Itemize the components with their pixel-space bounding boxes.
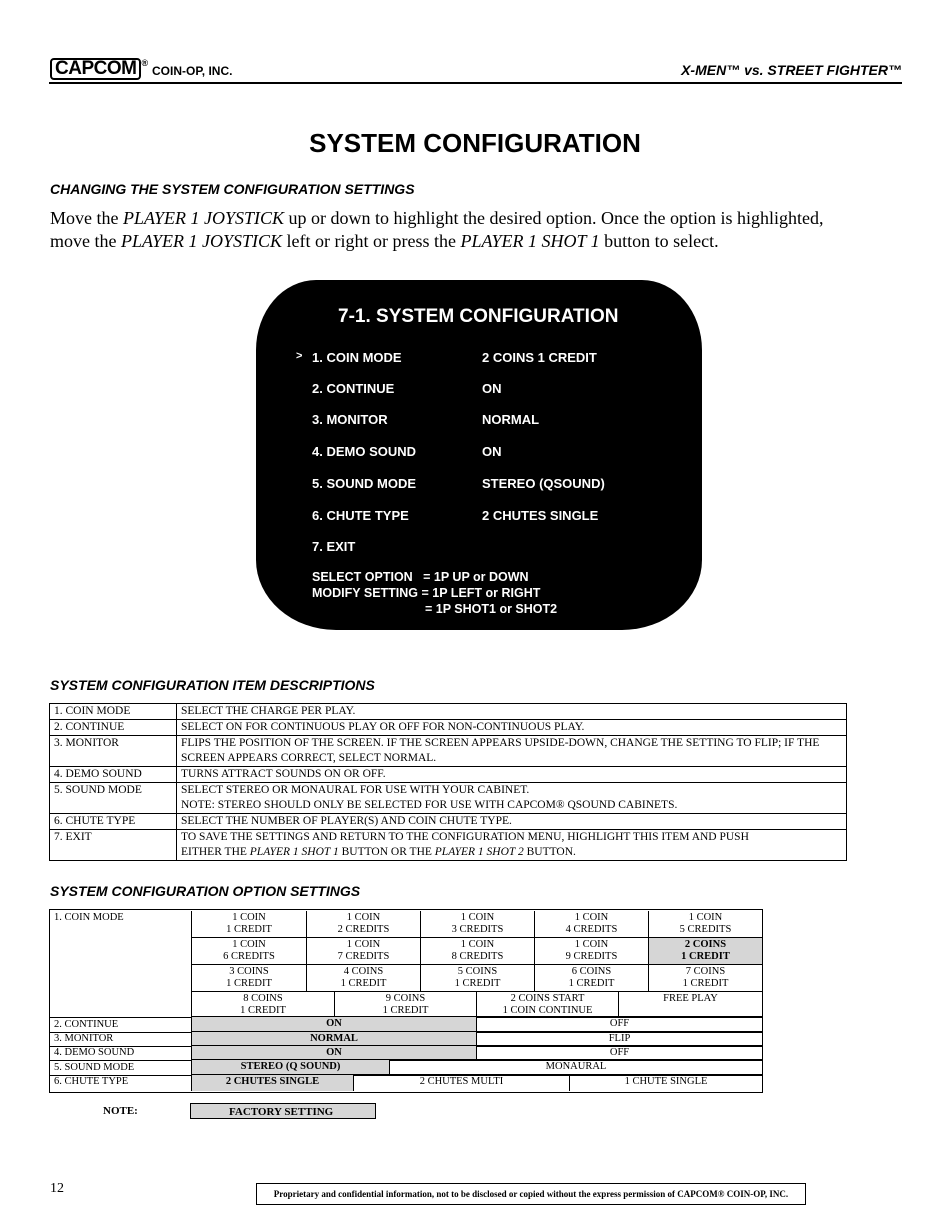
options-table bbox=[49, 909, 763, 1093]
coin-option-cell: 4 COINS 1 CREDIT bbox=[306, 965, 420, 992]
menu-item-sound-mode[interactable]: 5. SOUND MODE bbox=[312, 476, 417, 491]
opt-chute-1single: 1 CHUTE SINGLE bbox=[569, 1075, 762, 1091]
coin-option-cell: 1 COIN 1 CREDIT bbox=[191, 911, 306, 938]
menu-cursor-icon: > bbox=[296, 350, 303, 362]
menu-value-continue: ON bbox=[482, 381, 502, 396]
opt-continue-on: ON bbox=[191, 1017, 476, 1032]
coin-option-cell: 8 COINS 1 CREDIT bbox=[191, 992, 334, 1017]
coin-option-cell: 1 COIN 8 CREDITS bbox=[420, 938, 534, 965]
page-number: 12 bbox=[50, 1181, 64, 1196]
instruction-modify: MODIFY SETTING = 1P LEFT or RIGHT bbox=[312, 586, 541, 600]
coin-option-cell: 1 COIN 5 CREDITS bbox=[648, 911, 762, 938]
opt-monitor-normal: NORMAL bbox=[191, 1032, 476, 1046]
table-row: 5. SOUND MODE SELECT STEREO OR MONAURAL FOR USE WITH YOUR CABINET. NOTE: STEREO SHOULD ONLY BE SELECTED FOR USE WITH CAPCOM® QSOUND CABINETS. bbox=[50, 783, 847, 814]
opt-label-coin-mode: 1. COIN MODE bbox=[54, 912, 124, 923]
coin-option-cell: FREE PLAY bbox=[618, 992, 762, 1017]
game-title: X-MEN™ vs. STREET FIGHTER™ bbox=[681, 62, 902, 78]
table-row: 1. COIN MODE SELECT THE CHARGE PER PLAY. bbox=[50, 704, 847, 720]
menu-item-demo-sound[interactable]: 4. DEMO SOUND bbox=[312, 444, 417, 459]
coin-option-cell: 1 COIN 6 CREDITS bbox=[191, 938, 306, 965]
intro-paragraph: Move the PLAYER 1 JOYSTICK up or down to highlight the desired option. Once the option is highlighted, move the PLAYER 1 JOYSTICK left or right or press the PLAYER 1 SHOT 1 button to select. bbox=[50, 208, 824, 251]
menu-item-monitor[interactable]: 3. MONITOR bbox=[312, 412, 388, 427]
menu-value-sound-mode: STEREO (QSOUND) bbox=[482, 476, 605, 491]
factory-setting-legend: FACTORY SETTING bbox=[190, 1103, 376, 1119]
instruction-select: SELECT OPTION = 1P UP or DOWN bbox=[312, 570, 529, 584]
changing-heading: CHANGING THE SYSTEM CONFIGURATION SETTINGS bbox=[50, 181, 415, 197]
capcom-logo bbox=[50, 58, 148, 80]
menu-value-demo-sound: ON bbox=[482, 444, 502, 459]
opt-demo-off: OFF bbox=[476, 1046, 762, 1060]
instruction-modify-alt: = 1P SHOT1 or SHOT2 bbox=[425, 602, 558, 616]
screen-title: 7-1. SYSTEM CONFIGURATION bbox=[338, 306, 619, 327]
note-label: NOTE: bbox=[103, 1105, 138, 1117]
coin-option-cell: 3 COINS 1 CREDIT bbox=[191, 965, 306, 992]
header-rule bbox=[49, 82, 902, 84]
coin-option-cell: 6 COINS 1 CREDIT bbox=[534, 965, 648, 992]
opt-demo-on: ON bbox=[191, 1046, 476, 1060]
menu-item-continue[interactable]: 2. CONTINUE bbox=[312, 381, 395, 396]
coin-option-cell: 1 COIN 7 CREDITS bbox=[306, 938, 420, 965]
opt-label-chute-type: 6. CHUTE TYPE bbox=[54, 1076, 129, 1087]
table-row: 2. CONTINUE SELECT ON FOR CONTINUOUS PLAY OR OFF FOR NON-CONTINUOUS PLAY. bbox=[50, 720, 847, 736]
menu-value-coin-mode: 2 COINS 1 CREDIT bbox=[482, 350, 597, 365]
opt-label-monitor: 3. MONITOR bbox=[54, 1033, 114, 1044]
coin-option-cell: 9 COINS 1 CREDIT bbox=[334, 992, 476, 1017]
table-row: 7. EXIT TO SAVE THE SETTINGS AND RETURN TO THE CONFIGURATION MENU, HIGHLIGHT THIS ITEM AND PUSH EITHER THE PLAYER 1 SHOT 1 BUTTON OR THE PLAYER 1 SHOT 2 BUTTON. bbox=[50, 830, 847, 861]
menu-value-monitor: NORMAL bbox=[482, 412, 540, 427]
table-row: 6. CHUTE TYPE SELECT THE NUMBER OF PLAYER(S) AND COIN CHUTE TYPE. bbox=[50, 814, 847, 830]
descriptions-heading: SYSTEM CONFIGURATION ITEM DESCRIPTIONS bbox=[50, 677, 375, 693]
coin-option-cell: 1 COIN 4 CREDITS bbox=[534, 911, 648, 938]
opt-monitor-flip: FLIP bbox=[476, 1032, 762, 1046]
menu-item-coin-mode[interactable]: 1. COIN MODE bbox=[312, 350, 402, 365]
opt-label-sound-mode: 5. SOUND MODE bbox=[54, 1062, 135, 1073]
company-name: COIN-OP, INC. bbox=[152, 64, 233, 78]
opt-label-continue: 2. CONTINUE bbox=[54, 1019, 119, 1030]
menu-item-exit[interactable]: 7. EXIT bbox=[312, 539, 356, 554]
options-heading: SYSTEM CONFIGURATION OPTION SETTINGS bbox=[50, 883, 361, 899]
footer-notice: Proprietary and confidential information, not to be disclosed or copied without the express permission of CAPCOM® COIN-OP, INC. bbox=[256, 1183, 806, 1205]
coin-option-cell: 2 COINS 1 CREDIT bbox=[648, 938, 762, 965]
opt-continue-off: OFF bbox=[476, 1017, 762, 1032]
opt-sound-monaural: MONAURAL bbox=[389, 1060, 762, 1075]
brand-text: CAPCOM bbox=[50, 58, 141, 80]
descriptions-table bbox=[49, 703, 847, 861]
coin-option-cell: 2 COINS START 1 COIN CONTINUE bbox=[476, 992, 618, 1017]
coin-option-cell: 1 COIN 2 CREDITS bbox=[306, 911, 420, 938]
coin-option-cell: 5 COINS 1 CREDIT bbox=[420, 965, 534, 992]
menu-value-chute-type: 2 CHUTES SINGLE bbox=[482, 508, 599, 523]
opt-sound-stereo: STEREO (Q SOUND) bbox=[191, 1060, 389, 1075]
table-row: 4. DEMO SOUND TURNS ATTRACT SOUNDS ON OR OFF. bbox=[50, 767, 847, 783]
registered-mark: ® bbox=[141, 58, 148, 68]
opt-chute-2single: 2 CHUTES SINGLE bbox=[191, 1075, 353, 1091]
opt-label-demo-sound: 4. DEMO SOUND bbox=[54, 1047, 135, 1058]
coin-option-cell: 1 COIN 9 CREDITS bbox=[534, 938, 648, 965]
page-title: SYSTEM CONFIGURATION bbox=[309, 128, 641, 158]
table-row: 3. MONITOR FLIPS THE POSITION OF THE SCREEN. IF THE SCREEN APPEARS UPSIDE-DOWN, CHANGE THE SETTING TO FLIP; IF THE SCREEN APPEARS CORRECT, SELECT NORMAL. bbox=[50, 736, 847, 767]
coin-option-cell: 1 COIN 3 CREDITS bbox=[420, 911, 534, 938]
menu-item-chute-type[interactable]: 6. CHUTE TYPE bbox=[312, 508, 409, 523]
coin-option-cell: 7 COINS 1 CREDIT bbox=[648, 965, 762, 992]
opt-chute-2multi: 2 CHUTES MULTI bbox=[353, 1075, 569, 1091]
config-screen bbox=[256, 280, 702, 630]
